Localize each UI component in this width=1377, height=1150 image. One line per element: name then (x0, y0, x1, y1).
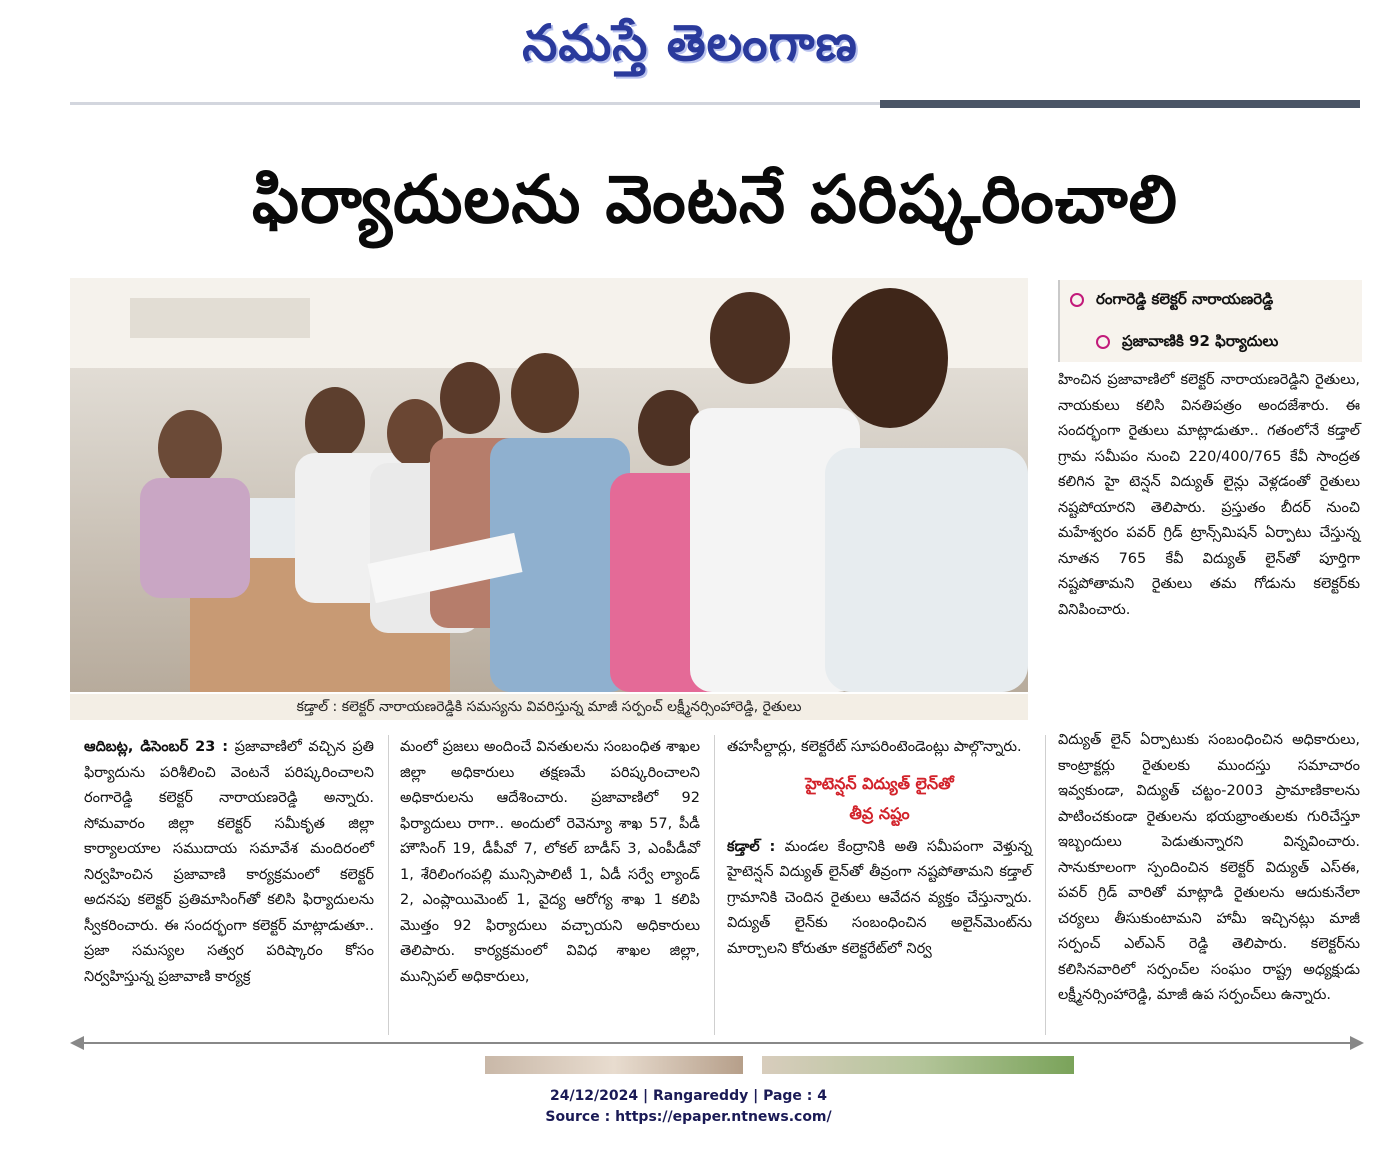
dateline: ఆదిబట్ల, డిసెంబర్ 23 : (84, 739, 229, 755)
news-photo (70, 278, 1028, 692)
photo-caption: కడ్తాల్ : కలెక్టర్ నారాయణరెడ్డికి సమస్యను వివరిస్తున్న మాజీ సర్పంచ్ లక్ష్మీనర్సింహారెడ్డి, రైతులు (70, 694, 1028, 720)
arrow-right-icon (1350, 1036, 1364, 1050)
highlight-item: ప్రజావాణికి 92 ఫిర్యాదులు (1086, 324, 1377, 358)
header-rule-thick (880, 100, 1360, 108)
right-column-bottom: విద్యుత్ లైన్ ఏర్పాటుకు సంబంధించిన అధికారులు, కాంట్రాక్టర్లు రైతులకు ముందస్తు సమాచారం ఇవ్వకుండా, విద్యుత్ చట్టం-2003 ప్రామాణికాలను పాటించకుండా రైతులను భయభ్రాంతులకు గురిచేస్తూ ఇబ్బందులు పెడుతున్నారని విన్నవించారు. సానుకూలంగా స్పందించిన కలెక్టర్ విద్యుత్ ఎస్ఈ, పవర్ గ్రిడ్ వారితో మాట్లాడి రైతులను ఆదుకునేలా చర్యలు తీసుకుంటామని హామీ ఇచ్చినట్లు మాజీ సర్పంచ్ ఎల్ఎన్ రెడ్డి తెలిపారు. కలెక్టర్‌ను కలిసినవారిలో సర్పంచ్‌ల సంఘం రాష్ట్ర అధ్యక్షుడు లక్ష్మీనర్సింహారెడ్డి, మాజీ ఉప సర్పంచ్‌లు ఉన్నారు. (1058, 732, 1360, 1003)
dateline: కడ్తాల్ : (727, 838, 776, 855)
right-column-top: హించిన ప్రజావాణిలో కలెక్టర్ నారాయణరెడ్డిని రైతులు, నాయకులు కలిసి వినతిపత్రం అందజేశారు. ఈ సందర్భంగా రైతులు మాట్లాడుతూ.. గతంలోనే కడ్తాల్ గ్రామ సమీపం నుంచి 220/400/765 కేవీ సాంద్రత కలిగిన హై టెన్షన్ విద్యుత్ లైన్లు వెళ్లడంతో రైతులు నష్టపోయారని తెలిపారు. ప్రస్తుతం బీదర్ నుంచి మహేశ్వరం పవర్ గ్రిడ్ ట్రాన్స్‌మిషన్ ఏర్పాటు చేస్తున్న నూతన 765 కేవీ విద్యుత్ లైన్‌తో పూర్తిగా నష్టపోతామని రైతులు తమ గోడును కలెక్టర్‌కు వినిపించారు. (1058, 372, 1360, 618)
article-headline: ఫిర్యాదులను వెంటనే పరిష్కరించాలి (251, 161, 1179, 238)
masthead (0, 0, 1377, 100)
photo-illustration (70, 278, 1028, 692)
article-column-2: మంలో ప్రజలు అందించే వినతులను సంబంధిత శాఖల జిల్లా అధికారులు తక్షణమే పరిష్కరించాలని అధికారులను ఆదేశించారు. ప్రజావాణిలో 92 ఫిర్యాదులు రాగా.. అందులో రెవెన్యూ శాఖ 57, పీడీ హౌసింగ్ 19, డీపీవో 7, లోకల్ బాడీస్ 3, ఎంపీడీవో 1, శేరిలింగంపల్లి మున్సిపాలిటీ 1, ఏడీ సర్వే ల్యాండ్ 2, ఎంప్లాయిమెంట్ 1, వైద్య ఆరోగ్య శాఖ 1 కలిపి మొత్తం 92 ఫిర్యాదులు వచ్చాయని అధికారులు తెలిపారు. కార్యక్రమంలో వివిధ శాఖల జిల్లా, మున్సిపల్ అధికారులు, (400, 739, 700, 985)
footer-date-line: 24/12/2024 | Rangareddy | Page : 4 (549, 1088, 828, 1104)
page-footer (0, 1086, 1377, 1128)
bullet-icon (1096, 335, 1110, 349)
highlights-box (1058, 280, 1362, 362)
article-column-3: తహసీల్దార్లు, కలెక్టరేట్ సూపరింటెండెంట్లు పాల్గొన్నారు. హైటెన్షన్ విద్యుత్ లైన్‌తో తీవ్ర నష్టం కడ్తాల్ : మండల కేంద్రానికి అతి సమీపంగా వెళ్తున్న హైటెన్షన్ విద్యుత్ లైన్‌తో తీవ్రంగా నష్టపోతామని కడ్తాల్ గ్రామానికి చెందిన రైతులు ఆవేదన వ్యక్తం చేస్తున్నారు. విద్యుత్ లైన్‌కు సంబంధించిన అలైన్‌మెంట్‌ను మార్చాలని కోరుతూ కలెక్టరేట్‌లో నిర్వ (727, 739, 1032, 957)
next-article-photo-strip (485, 1056, 743, 1074)
footer-source-line: Source : https://epaper.ntnews.com/ (545, 1109, 832, 1125)
next-article-photo-strip (762, 1056, 1074, 1074)
subheading: హైటెన్షన్ విద్యుత్ లైన్‌తో తీవ్ర నష్టం (805, 773, 954, 823)
bullet-icon (1070, 293, 1084, 307)
newspaper-logo: నమస్తే తెలంగాణ (522, 13, 858, 72)
article-column-1: ఆదిబట్ల, డిసెంబర్ 23 : ప్రజావాణిలో వచ్చిన ప్రతి ఫిర్యాదును పరిశీలించి వెంటనే పరిష్కరించాలని రంగారెడ్డి కలెక్టర్ నారాయణరెడ్డి అన్నారు. సోమవారం జిల్లా కలెక్టర్ సమీకృత జిల్లా కార్యాలయాల సముదాయ సమావేశ మందిరంలో నిర్వహించిన ప్రజావాణి కార్యక్రమంలో కలెక్టర్ అదనపు కలెక్టర్ ప్రతిమాసింగ్‌తో కలిసి ఫిర్యాదులను స్వీకరించారు. ఈ సందర్భంగా కలెక్టర్ మాట్లాడుతూ.. ప్రజా సమస్యల సత్వర పరిష్కారం కోసం నిర్వహిస్తున్న ప్రజావాణి కార్యక్ర (84, 739, 374, 985)
header-rule-thin (70, 102, 880, 105)
column-divider (714, 735, 715, 1035)
column-divider (388, 735, 389, 1035)
column-divider (1045, 735, 1046, 1035)
page-separator (75, 1042, 1360, 1044)
highlight-item: రంగారెడ్డి కలెక్టర్ నారాయణరెడ్డి (1060, 282, 1362, 316)
